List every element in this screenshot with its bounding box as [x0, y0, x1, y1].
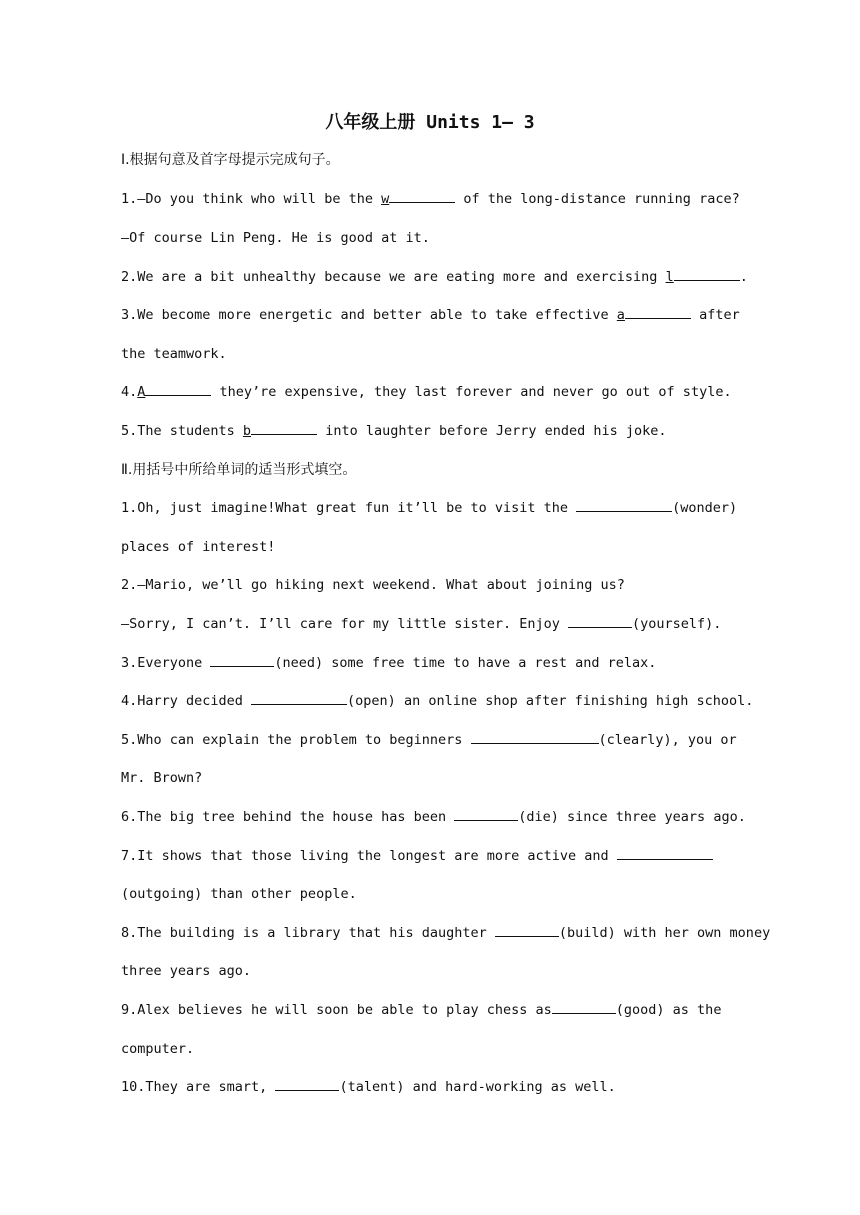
s1-q1-blank[interactable]	[389, 188, 455, 203]
s1-question-2: 2.We are a bit unhealthy because we are eating more and exercising l .	[121, 266, 746, 288]
section-1-heading: Ⅰ.根据句意及首字母提示完成句子。	[121, 152, 340, 168]
s1-q4-blank[interactable]	[145, 381, 211, 396]
s2-question-5: 5.Who can explain the problem to beginners (clearly), you or	[121, 729, 746, 751]
s2-q8-blank[interactable]	[495, 922, 559, 937]
page-title: 八年级上册 Units 1— 3	[325, 112, 535, 133]
s2-question-7-line-2: (outgoing) than other people.	[121, 886, 357, 902]
s2-question-9-line-2: computer.	[121, 1041, 195, 1057]
s1-q4-letter: A	[137, 384, 146, 400]
s2-question-1-line-2: places of interest!	[121, 539, 276, 555]
s1-q5-letter: b	[242, 423, 252, 439]
s2-q9-blank[interactable]	[552, 999, 616, 1014]
s1-q1-letter: w	[381, 191, 390, 207]
s1-q2-letter: l	[665, 269, 674, 285]
s2-question-10: 10.They are smart, (talent) and hard-working as well.	[121, 1076, 746, 1098]
s2-question-7: 7.It shows that those living the longest are more active and	[121, 845, 746, 867]
s2-question-4: 4.Harry decided (open) an online shop after finishing high school.	[121, 690, 746, 712]
s1-q5-blank[interactable]	[251, 420, 317, 435]
s2-question-2: 2.—Mario, we’ll go hiking next weekend. What about joining us?	[121, 577, 625, 593]
s2-question-3: 3.Everyone (need) some free time to have a rest and relax.	[121, 652, 746, 674]
s2-q10-blank[interactable]	[275, 1076, 339, 1091]
s2-question-8-line-2: three years ago.	[121, 963, 252, 979]
s2-q1-blank[interactable]	[576, 497, 672, 512]
s2-q7-blank[interactable]	[617, 845, 713, 860]
s2-question-5-line-2: Mr. Brown?	[121, 770, 203, 786]
s2-q5-blank[interactable]	[471, 729, 599, 744]
s1-q3-blank[interactable]	[625, 304, 691, 319]
s1-q2-blank[interactable]	[674, 266, 740, 281]
s1-question-3: 3.We become more energetic and better able to take effective a after	[121, 304, 746, 326]
s1-question-1: 1.—Do you think who will be the w of the long-distance running race?	[121, 188, 746, 210]
s1-question-5: 5.The students b into laughter before Jerry ended his joke.	[121, 420, 746, 442]
s2-question-9: 9.Alex believes he will soon be able to play chess as (good) as the	[121, 999, 746, 1021]
s1-question-3-line-2: the teamwork.	[121, 346, 227, 362]
s2-question-1: 1.Oh, just imagine!What great fun it’ll be to visit the (wonder)	[121, 497, 746, 519]
section-2-heading: Ⅱ.用括号中所给单词的适当形式填空。	[121, 462, 357, 478]
s1-question-4: 4.A they’re expensive, they last forever and never go out of style.	[121, 381, 746, 403]
s1-question-1-answer: —Of course Lin Peng. He is good at it.	[121, 230, 430, 246]
s2-q4-blank[interactable]	[251, 690, 347, 705]
s2-q2-blank[interactable]	[568, 613, 632, 628]
s2-q6-blank[interactable]	[454, 806, 518, 821]
s2-question-6: 6.The big tree behind the house has been (die) since three years ago.	[121, 806, 746, 828]
s2-q3-blank[interactable]	[210, 652, 274, 667]
s2-question-8: 8.The building is a library that his daughter (build) with her own money	[121, 922, 746, 944]
s2-question-2-answer: —Sorry, I can’t. I’ll care for my little sister. Enjoy (yourself).	[121, 613, 746, 635]
s1-q3-letter: a	[616, 307, 625, 323]
